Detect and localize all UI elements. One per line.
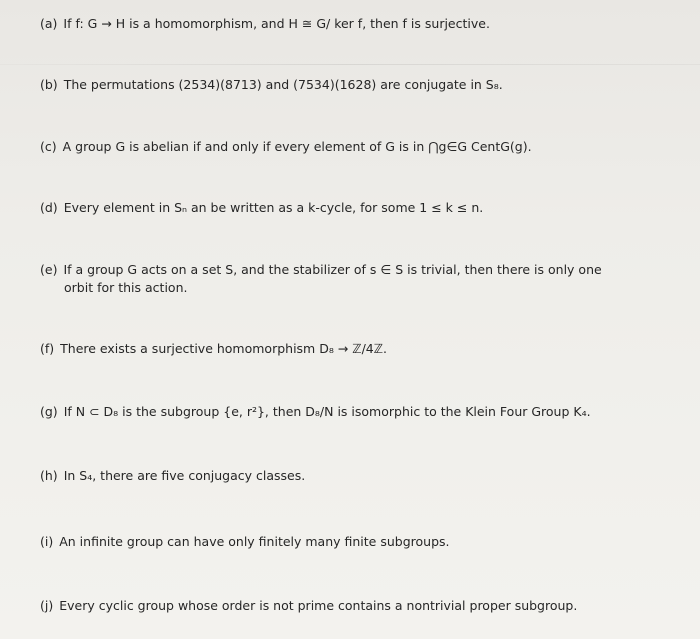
statement-label: (d) (40, 200, 58, 215)
statement-text: A group G is abelian if and only if every element of G is in ⋂g∈G CentG(g). (62, 139, 532, 154)
statement-j (40, 597, 660, 615)
statement-label: (f) (40, 341, 55, 356)
statement-text: In S₄, there are five conjugacy classes. (63, 468, 306, 483)
statement-text: If N ⊂ D₈ is the subgroup {e, r²}, then D₈/N is isomorphic to the Klein Four Group K₄. (63, 404, 591, 419)
statement-h (40, 467, 660, 485)
statement-d (40, 199, 660, 217)
statement-c (40, 138, 660, 156)
statement-text: The permutations (2534)(8713) and (7534)(1628) are conjugate in S₈. (63, 77, 503, 92)
statement-label: (i) (40, 534, 54, 549)
statement-label: (g) (40, 404, 58, 419)
statement-text: Every element in Sₙ an be written as a k-cycle, for some 1 ≤ k ≤ n. (63, 200, 484, 215)
statement-a (40, 15, 660, 33)
statement-text: If f: G → H is a homomorphism, and H ≅ G/ ker f, then f is surjective. (63, 16, 490, 31)
statement-i (40, 533, 660, 551)
statement-label: (h) (40, 468, 58, 483)
statement-label: (j) (40, 598, 54, 613)
statement-b (40, 76, 660, 94)
statement-g (40, 403, 660, 421)
statement-label: (b) (40, 77, 58, 92)
statement-text: An infinite group can have only finitely many finite subgroups. (59, 534, 450, 549)
statement-e (40, 261, 660, 297)
statement-text: If a group G acts on a set S, and the stabilizer of s ∈ S is trivial, then there is only one (63, 262, 602, 277)
statement-text-continued: orbit for this action. (64, 280, 188, 295)
statement-text: Every cyclic group whose order is not prime contains a nontrivial proper subgroup. (59, 598, 578, 613)
statement-f (40, 340, 660, 358)
statement-label: (a) (40, 16, 58, 31)
statement-text: There exists a surjective homomorphism D₈ → ℤ/4ℤ. (60, 341, 388, 356)
statement-label: (c) (40, 139, 57, 154)
paper-fold-line (0, 64, 700, 65)
statement-label: (e) (40, 262, 58, 277)
